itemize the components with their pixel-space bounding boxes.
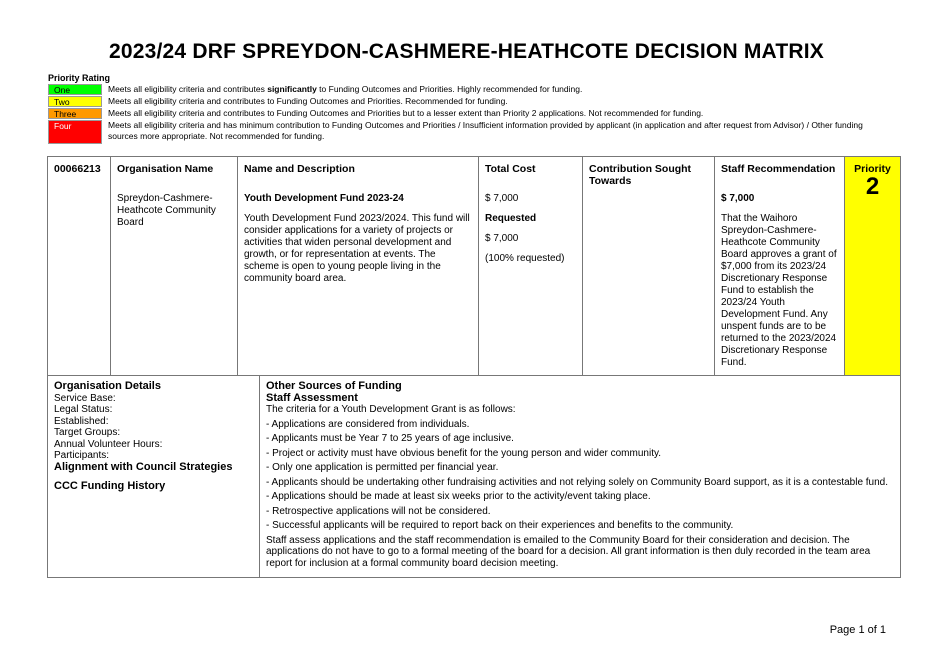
criteria-intro: The criteria for a Youth Development Grant is as follows: xyxy=(266,404,516,415)
organisation-name: Spreydon-Cashmere-Heathcote Community Board xyxy=(117,193,216,228)
name-description-cell xyxy=(238,157,479,376)
contribution-cell xyxy=(583,157,715,376)
criteria-item: - Applicants should be undertaking other fundraising activities and not relying solely on Community Board support, as it is a contestable fund. xyxy=(266,476,889,488)
application-id-cell xyxy=(48,157,111,376)
priority-value: 2 xyxy=(865,173,880,200)
priority-legend xyxy=(48,73,878,144)
legend-text-three: Meets all eligibility criteria and contributes to Funding Outcomes and Priorities but to a lesser extent than Priority 2 applications. Not recommended for funding. xyxy=(108,108,704,118)
legend-swatch-one: One xyxy=(48,84,102,95)
alignment-heading: Alignment with Council Strategies xyxy=(54,460,233,473)
criteria-item: - Only one application is permitted per financial year. xyxy=(266,462,499,473)
assessment-closing: Staff assess applications and the staff recommendation is emailed to the Community Board for their consideration and decision. The applications do not have to go to a formal meeting of the board for a decision. All grant information is then duly recorded in the team area report for inclusion at a formal community board decision meeting. xyxy=(266,534,871,569)
organisation-header: Organisation Name xyxy=(117,163,214,175)
criteria-item: - Successful applicants will be required to report back on their experiences and benefits to the community. xyxy=(266,520,734,531)
field-established: Established: xyxy=(54,415,109,427)
name-description-header: Name and Description xyxy=(244,163,355,175)
legend-swatch-four: Four xyxy=(48,120,102,144)
application-id: 00066213 xyxy=(54,163,101,175)
staff-assessment-cell xyxy=(260,376,901,578)
legend-heading: Priority Rating xyxy=(48,73,111,83)
legend-text-two: Meets all eligibility criteria and contributes to Funding Outcomes and Priorities. Recommended for funding. xyxy=(108,96,508,106)
legend-swatch-two: Two xyxy=(48,96,102,107)
requested-percent: (100% requested) xyxy=(485,253,565,264)
legend-swatch-three: Three xyxy=(48,108,102,119)
total-cost-value: $ 7,000 xyxy=(485,193,519,204)
contribution-header: Contribution Sought Towards xyxy=(589,163,692,187)
project-description: Youth Development Fund 2023/2024. This fund will consider applications for a variety of projects or activities that widen personal development and growth, or for representation at events. The scheme is open to young people living in the community board area. xyxy=(244,213,470,284)
criteria-item: - Applicants must be Year 7 to 25 years of age inclusive. xyxy=(266,433,514,444)
criteria-item: - Applications should be made at least six weeks prior to the activity/event taking place. xyxy=(266,491,651,502)
total-cost-header: Total Cost xyxy=(485,163,536,175)
page-title: 2023/24 DRF SPREYDON-CASHMERE-HEATHCOTE DECISION MATRIX xyxy=(109,40,824,63)
legend-row-two xyxy=(48,96,878,108)
field-legal-status: Legal Status: xyxy=(54,404,113,415)
criteria-item: - Applications are considered from individuals. xyxy=(266,418,470,430)
other-sources-heading: Other Sources of Funding xyxy=(266,380,402,392)
organisation-details-cell xyxy=(48,376,260,578)
field-service-base: Service Base: xyxy=(54,392,116,404)
staff-recommendation-header: Staff Recommendation xyxy=(721,163,836,175)
legend-row-four xyxy=(48,120,878,144)
requested-label: Requested xyxy=(485,213,537,224)
field-participants: Participants: xyxy=(54,450,110,461)
application-table xyxy=(47,156,901,376)
details-table xyxy=(47,375,901,578)
recommendation-text: That the Waihoro Spreydon-Cashmere-Heathcote Community Board approves a grant of $7,000 from its 2023/24 Discretionary Response Fund to establish the 2023/24 Youth Development Fund. Any unspent funds are to be returned to the 2023/2024 Discretionary Response Fund. xyxy=(721,213,837,368)
staff-recommendation-cell xyxy=(715,157,845,376)
requested-amount: $ 7,000 xyxy=(485,233,519,244)
recommendation-amount: $ 7,000 xyxy=(721,193,755,204)
field-target-groups: Target Groups: xyxy=(54,427,121,438)
legend-row-one xyxy=(48,84,878,96)
legend-text-four: Meets all eligibility criteria and has minimum contribution to Funding Outcomes and Priorities / Insufficient information provided by applicant (in application and after request from Advisor) / Other funding sources more appropriate. Not recommended for funding. xyxy=(108,120,863,141)
funding-history-heading: CCC Funding History xyxy=(54,480,166,492)
organisation-cell xyxy=(111,157,238,376)
page-number: Page 1 of 1 xyxy=(829,624,886,636)
criteria-item: - Project or activity must have obvious benefit for the young person and wider community. xyxy=(266,447,662,459)
project-name: Youth Development Fund 2023-24 xyxy=(244,193,404,204)
staff-assessment-heading: Staff Assessment xyxy=(266,391,358,404)
total-cost-cell xyxy=(479,157,583,376)
field-volunteer-hours: Annual Volunteer Hours: xyxy=(54,438,163,450)
legend-row-three xyxy=(48,108,878,120)
priority-header: Priority xyxy=(854,163,891,175)
organisation-details-heading: Organisation Details xyxy=(54,380,161,392)
criteria-item: - Retrospective applications will not be considered. xyxy=(266,505,491,517)
legend-text-one: Meets all eligibility criteria and contributes significantly to Funding Outcomes and Priorities. Highly recommended for funding. xyxy=(108,84,583,94)
priority-cell xyxy=(845,157,901,376)
